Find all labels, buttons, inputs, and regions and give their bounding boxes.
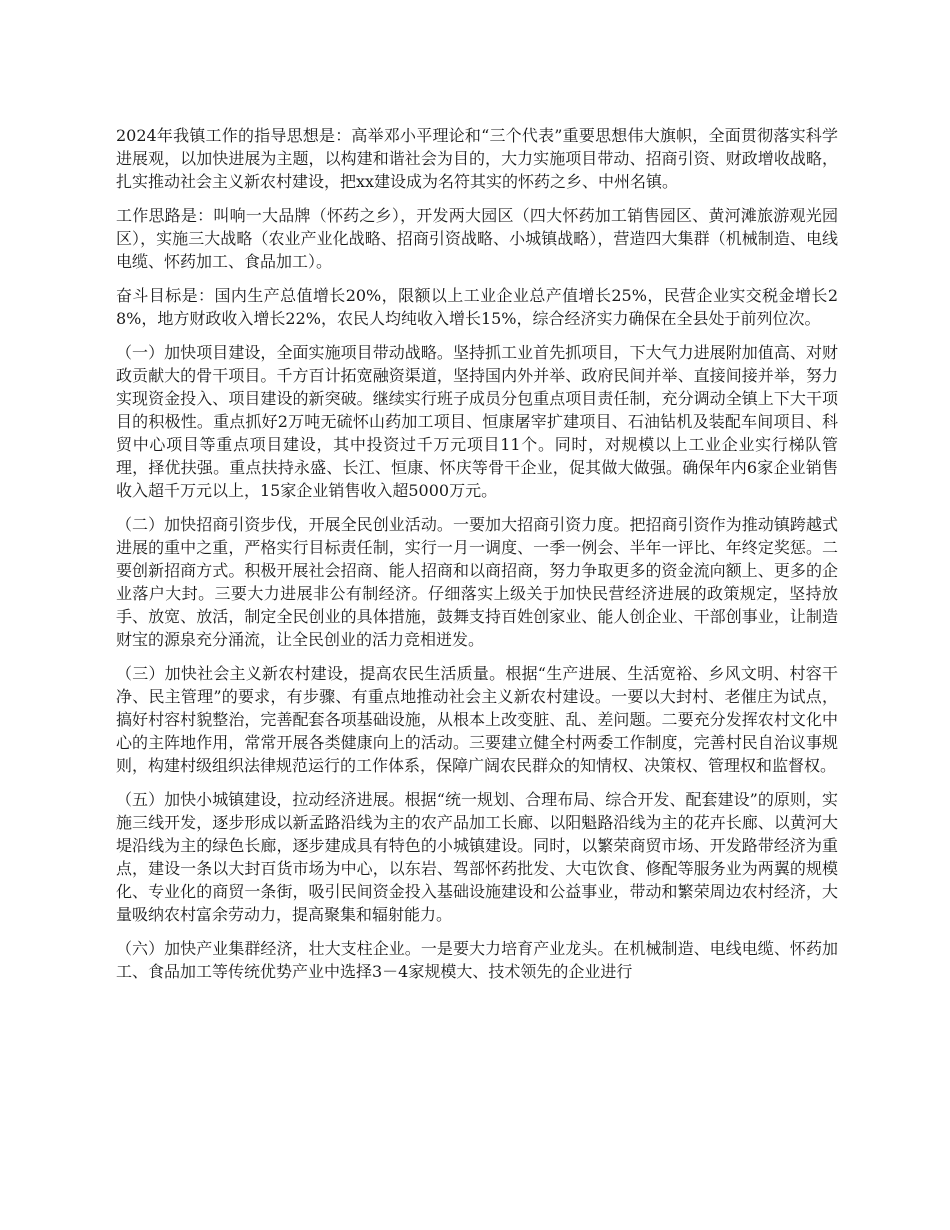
goals-paragraph: 奋斗目标是：国内生产总值增长20%，限额以上工业企业总产值增长25%，民营企业实交税金增长28%，地方财政收入增长22%，农民人均纯收入增长15%，综合经济实力确保在全县处于前列位次。 [116, 286, 838, 328]
section-5-paragraph: （五）加快小城镇建设，拉动经济进展。根据“统一规划、合理布局、综合开发、配套建设”的原则，实施三线开发，逐步形成以新孟路沿线为主的农产品加工长廊、以阳魁路沿线为主的花卉长廊、以黄河大堤沿线为主的绿色长廊，逐步建成具有特色的小城镇建设。同时，以繁荣商贸市场、开发路带经济为重点，建设一条以大封百货市场为中心，以东岩、驾部怀药批发、大屯饮食、修配等服务业为两翼的规模化、专业化的商贸一条街，吸引民间资金投入基础设施建设和公益事业，带动和繁荣周边农村经济，大量吸纳农村富余劳动力，提高聚集和辐射能力。 [116, 790, 838, 924]
section-3-paragraph: （三）加快社会主义新农村建设，提高农民生活质量。根据“生产进展、生活宽裕、乡风文明、村容干净、民主管理”的要求，有步骤、有重点地推动社会主义新农村建设。一要以大封村、老催庄为试点，搞好村容村貌整治，完善配套各项基础设施，从根本上改变脏、乱、差问题。二要充分发挥农村文化中心的主阵地作用，常常开展各类健康向上的活动。三要建立健全村两委工作制度，完善村民自治议事规则，构建村级组织法律规范运行的工作体系，保障广阔农民群众的知情权、决策权、管理权和监督权。 [116, 664, 838, 775]
section-2-paragraph: （二）加快招商引资步伐，开展全民创业活动。一要加大招商引资力度。把招商引资作为推动镇跨越式进展的重中之重，严格实行目标责任制，实行一月一调度、一季一例会、半年一评比、年终定奖惩。二要创新招商方式。积极开展社会招商、能人招商和以商招商，努力争取更多的资金流向额上、更多的企业落户大封。三要大力进展非公有制经济。仔细落实上级关于加快民营经济进展的政策规定，坚持放手、放宽、放活，制定全民创业的具体措施，鼓舞支持百姓创家业、能人创企业、干部创事业，让制造财宝的源泉充分涌流，让全民创业的活力竞相迸发。 [116, 515, 838, 649]
guiding-ideology-paragraph: 2024年我镇工作的指导思想是：高举邓小平理论和“三个代表”重要思想伟大旗帜，全面贯彻落实科学进展观，以加快进展为主题，以构建和谐社会为目的，大力实施项目带动、招商引资、财政增收战略，扎实推动社会主义新农村建设，把xx建设成为名符其实的怀药之乡、中州名镇。 [116, 126, 838, 191]
section-1-paragraph: （一）加快项目建设，全面实施项目带动战略。坚持抓工业首先抓项目，下大气力进展附加值高、对财政贡献大的骨干项目。千方百计拓宽融资渠道，坚持国内外并举、政府民间并举、直接间接并举，努力实现资金投入、项目建设的新突破。继续实行班子成员分包重点项目责任制，充分调动全镇上下大干项目的积极性。重点抓好2万吨无硫怀山药加工项目、恒康屠宰扩建项目、石油钻机及装配车间项目、科贸中心项目等重点项目建设，其中投资过千万元项目11个。同时，对规模以上工业企业实行梯队管理，择优扶强。重点扶持永盛、长江、恒康、怀庆等骨干企业，促其做大做强。确保年内6家企业销售收入超千万元以上，15家企业销售收入超5000万元。 [116, 343, 838, 500]
work-approach-paragraph: 工作思路是：叫响一大品牌（怀药之乡），开发两大园区（四大怀药加工销售园区、黄河滩旅游观光园区），实施三大战略（农业产业化战略、招商引资战略、小城镇战略），营造四大集群（机械制造、电线电缆、怀药加工、食品加工）。 [116, 206, 838, 271]
document-page [116, 124, 838, 994]
section-6-paragraph: （六）加快产业集群经济，壮大支柱企业。一是要大力培育产业龙头。在机械制造、电线电缆、怀药加工、食品加工等传统优势产业中选择3－4家规模大、技术领先的企业进行 [116, 939, 838, 981]
